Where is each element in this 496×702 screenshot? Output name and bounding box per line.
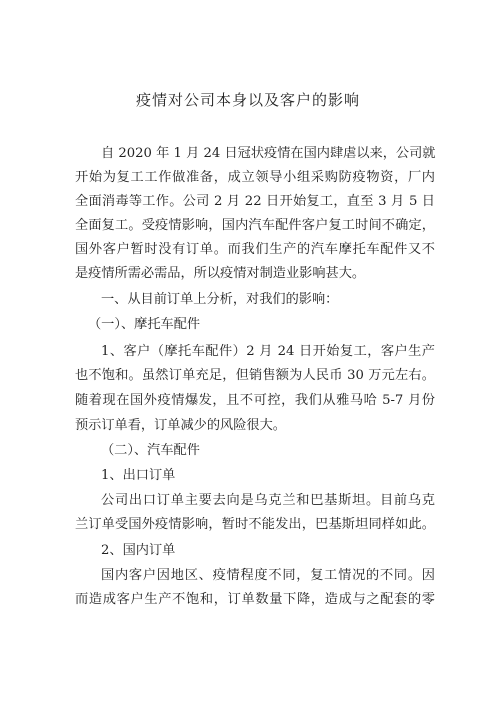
item-heading: 2、国内订单: [101, 543, 176, 558]
paragraph-line: 全面复工。受疫情影响，国内汽车配件客户复工时间不确定，: [75, 218, 435, 233]
paragraph-line: 1、客户（摩托车配件）2 月 24 日开始复工，客户生产: [101, 344, 435, 359]
paragraph-line: 开始为复工工作做准备，成立领导小组采购防疫物资，厂内: [75, 170, 435, 185]
paragraph-line: 公司出口订单主要去向是乌克兰和巴基斯坦。目前乌克: [101, 493, 435, 508]
item-heading: 1、出口订单: [101, 468, 176, 483]
subsection-heading: （一）、摩托车配件: [88, 317, 201, 332]
section-heading: 一、从目前订单上分析，对我们的影响：: [101, 292, 339, 307]
paragraph-line: 自 2020 年 1 月 24 日冠状疫情在国内肆虐以来，公司就: [101, 146, 436, 161]
paragraph-line: 随着现在国外疫情爆发，且不可控，我们从雅马哈 5-7 月份: [75, 393, 435, 408]
paragraph-line: 全面消毒等工作。公司 2 月 22 日开始复工，直至 3 月 5 日: [75, 194, 435, 209]
paragraph-line: 国外客户暂时没有订单。而我们生产的汽车摩托车配件又不: [75, 242, 435, 257]
paragraph-line: 兰订单受国外疫情影响，暂时不能发出，巴基斯坦同样如此。: [75, 517, 435, 532]
document-title: 疫情对公司本身以及客户的影响: [135, 91, 360, 109]
paragraph-line: 国内客户因地区、疫情程度不同，复工情况的不同。因: [101, 568, 435, 583]
paragraph-line: 也不饱和。虽然订单充足，但销售额为人民币 30 万元左右。: [75, 368, 435, 383]
paragraph-line: 预示订单看，订单减少的风险很大。: [75, 418, 286, 433]
subsection-heading: （二）、汽车配件: [101, 443, 200, 458]
paragraph-line: 是疫情所需必需品，所以疫情对制造业影响甚大。: [75, 266, 366, 281]
paragraph-line: 而造成客户生产不饱和，订单数量下降，造成与之配套的零: [75, 592, 435, 607]
